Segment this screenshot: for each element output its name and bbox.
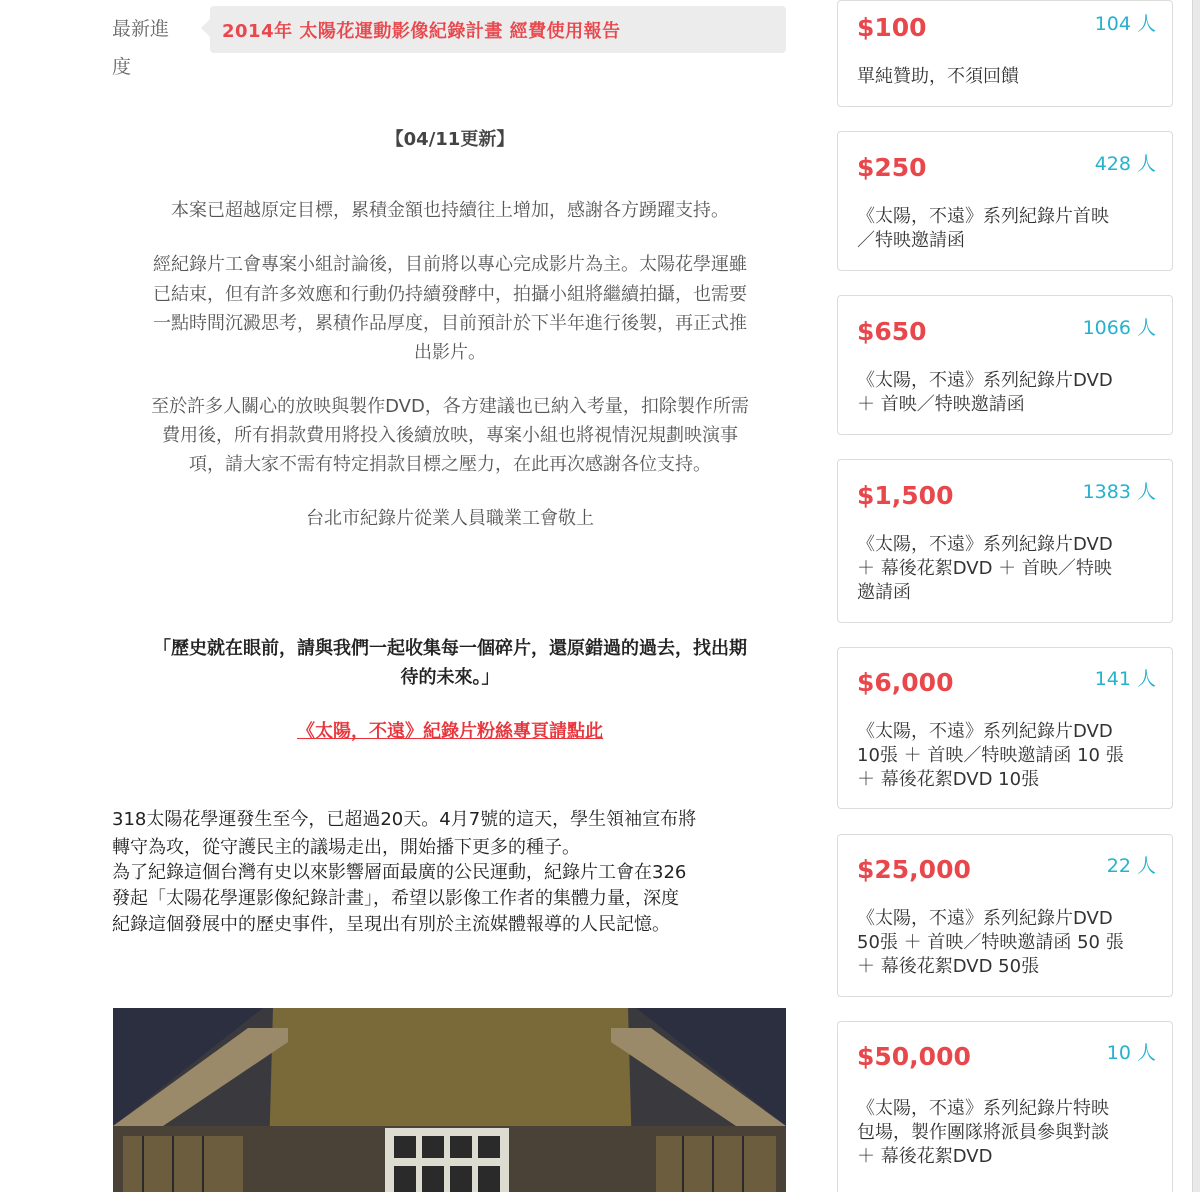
reward-description-line: ＋ 幕後花絮DVD ＋ 首映／特映 bbox=[857, 558, 1112, 579]
reward-price: $6,000 bbox=[857, 668, 954, 697]
reward-description-line: 《太陽，不遠》系列紀錄片特映 bbox=[857, 1098, 1109, 1119]
reward-price: $650 bbox=[857, 317, 927, 346]
fan-page-link[interactable]: 《太陽，不遠》紀錄片粉絲專頁請點此 bbox=[297, 721, 603, 742]
intro-line: 紀錄這個發展中的歷史事件，呈現出有別於主流媒體報導的人民記憶。 bbox=[112, 914, 670, 935]
paragraph-line: 已結束，但有許多效應和行動仍持續發酵中，拍攝小組將繼續拍攝，也需要 bbox=[153, 284, 747, 305]
reward-description bbox=[857, 907, 1158, 979]
reward-backers: 141 人 bbox=[1094, 668, 1156, 690]
reward-description-line: 《太陽，不遠》系列紀錄片DVD bbox=[857, 908, 1113, 929]
reward-price: $25,000 bbox=[857, 855, 971, 884]
reward-backers: 428 人 bbox=[1094, 153, 1156, 175]
reward-description: 單純贊助，不須回饋 bbox=[857, 66, 1019, 87]
window-edge bbox=[1192, 0, 1200, 1192]
signature: 台北市紀錄片從業人員職業工會敬上 bbox=[306, 508, 594, 529]
paragraph-line: 出影片。 bbox=[414, 342, 486, 363]
reward-description-line: 《太陽，不遠》系列紀錄片DVD bbox=[857, 721, 1113, 742]
reward-backers: 104 人 bbox=[1094, 13, 1156, 35]
reward-price: $250 bbox=[857, 153, 927, 182]
reward-card-100[interactable] bbox=[837, 0, 1173, 107]
reward-description-line: ／特映邀請函 bbox=[857, 230, 965, 251]
reward-backers: 22 人 bbox=[1106, 855, 1156, 877]
reward-description bbox=[857, 720, 1158, 792]
intro-line: 318太陽花學運發生至今，已超過20天。4月7號的這天，學生領袖宣布將 bbox=[112, 809, 697, 830]
reward-card-50000[interactable] bbox=[837, 1021, 1173, 1192]
reward-description bbox=[857, 369, 1158, 417]
reward-description bbox=[857, 205, 1158, 253]
reward-description-line: ＋ 首映／特映邀請函 bbox=[857, 394, 1025, 415]
intro-line: 發起「太陽花學運影像紀錄計畫」，希望以影像工作者的集體力量，深度 bbox=[112, 888, 679, 909]
paragraph-line: 至於許多人關心的放映與製作DVD，各方建議也已納入考量，扣除製作所需 bbox=[151, 396, 749, 417]
reward-description-line: ＋ 幕後花絮DVD bbox=[857, 1146, 993, 1167]
paragraph-line: 項，請大家不需有特定捐款目標之壓力，在此再次感謝各位支持。 bbox=[189, 454, 711, 475]
reward-card-6000[interactable] bbox=[837, 647, 1173, 809]
intro-line: 轉守為攻，從守護民主的議場走出，開始播下更多的種子。 bbox=[112, 837, 580, 858]
reward-description-line: 邀請函 bbox=[857, 582, 911, 603]
reward-card-1500[interactable] bbox=[837, 459, 1173, 623]
reward-backers: 1383 人 bbox=[1082, 481, 1156, 503]
reward-description-line: 10張 ＋ 首映／特映邀請函 10 張 bbox=[857, 745, 1124, 766]
reward-price: $100 bbox=[857, 13, 927, 42]
intro-line: 為了紀錄這個台灣有史以來影響層面最廣的公民運動，紀錄片工會在326 bbox=[112, 862, 687, 883]
reward-description-line: 50張 ＋ 首映／特映邀請函 50 張 bbox=[857, 932, 1124, 953]
paragraph-line: 一點時間沉澱思考，累積作品厚度，目前預計於下半年進行後製，再正式推 bbox=[153, 313, 747, 334]
reward-description bbox=[857, 533, 1158, 605]
paragraph-line: 費用後，所有捐款費用將投入後續放映，專案小組也將視情況規劃映演事 bbox=[162, 425, 738, 446]
latest-progress-tab[interactable]: 最新進度 bbox=[112, 18, 170, 78]
reward-description-line: ＋ 幕後花絮DVD 50張 bbox=[857, 956, 1040, 977]
reward-description-line: ＋ 幕後花絮DVD 10張 bbox=[857, 769, 1040, 790]
legislature-night-photo bbox=[113, 1008, 786, 1192]
reward-description-line: 《太陽，不遠》系列紀錄片DVD bbox=[857, 370, 1113, 391]
reward-description bbox=[857, 1097, 1158, 1169]
reward-price: $50,000 bbox=[857, 1042, 971, 1071]
reward-backers: 1066 人 bbox=[1082, 317, 1156, 339]
building-illustration bbox=[113, 1008, 786, 1192]
reward-description-line: 包場，製作團隊將派員參與對談 bbox=[857, 1122, 1109, 1143]
quote-line: 「歷史就在眼前，請與我們一起收集每一個碎片，還原錯過的過去，找出期 bbox=[153, 638, 747, 659]
update-banner[interactable] bbox=[210, 6, 786, 53]
reward-card-250[interactable] bbox=[837, 131, 1173, 271]
reward-price: $1,500 bbox=[857, 481, 954, 510]
reward-card-650[interactable] bbox=[837, 295, 1173, 435]
paragraph-line: 經紀錄片工會專案小組討論後，目前將以專心完成影片為主。太陽花學運雖 bbox=[153, 254, 747, 275]
update-title-link[interactable]: 2014年 太陽花運動影像紀錄計畫 經費使用報告 bbox=[222, 21, 621, 42]
reward-card-25000[interactable] bbox=[837, 834, 1173, 997]
reward-description-line: 《太陽，不遠》系列紀錄片首映 bbox=[857, 206, 1109, 227]
reward-backers: 10 人 bbox=[1106, 1042, 1156, 1064]
paragraph-goal-exceeded: 本案已超越原定目標，累積金額也持續往上增加，感謝各方踴躍支持。 bbox=[171, 200, 729, 221]
reward-description-line: 《太陽，不遠》系列紀錄片DVD bbox=[857, 534, 1113, 555]
quote-line: 待的未來。」 bbox=[400, 667, 500, 688]
update-date: 【04/11更新】 bbox=[385, 129, 515, 150]
